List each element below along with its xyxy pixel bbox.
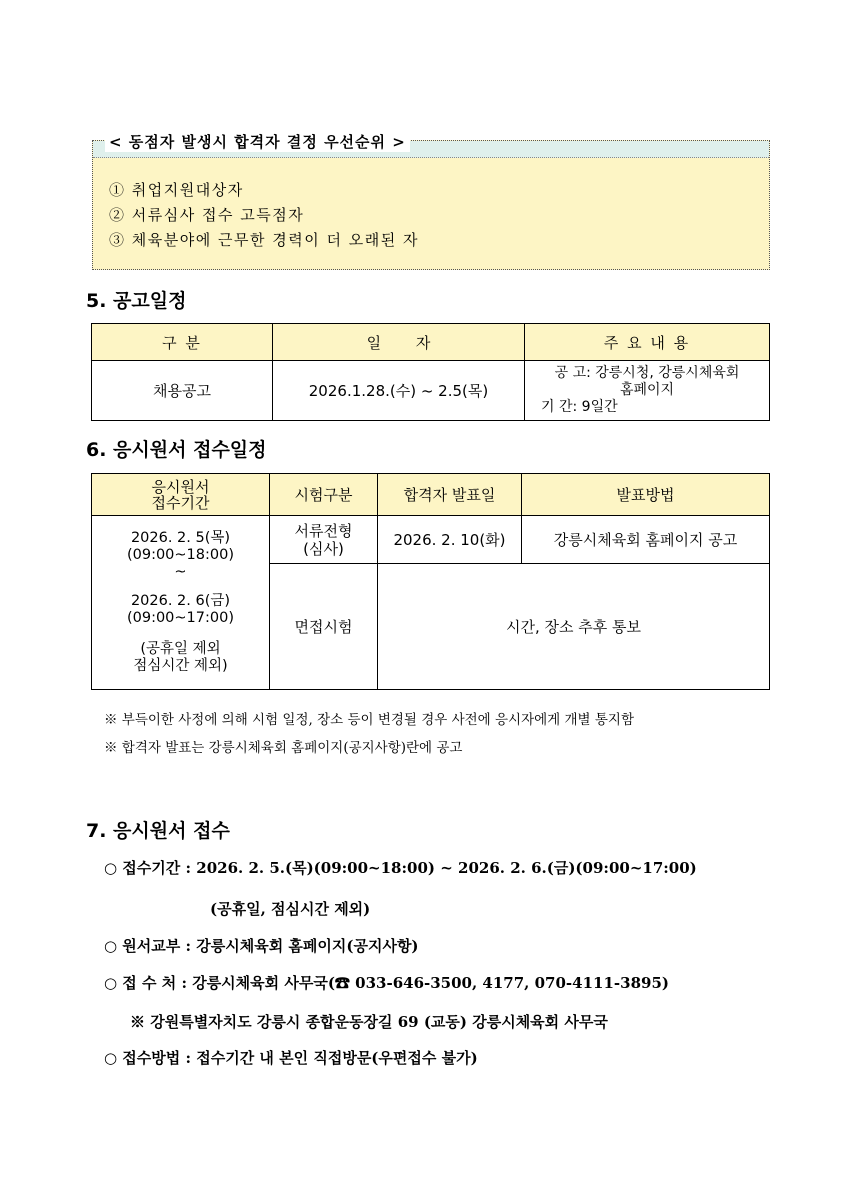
schedule-category-cell: 채용공고 [92, 361, 273, 421]
application-header-announce-date: 합격자 발표일 [378, 474, 522, 516]
period-tilde: ~ [174, 564, 187, 580]
priority-box [92, 133, 770, 270]
application-header-exam-type: 시험구분 [270, 474, 378, 516]
section-7-title: 7. 응시원서 접수 [86, 820, 230, 842]
period-start: 2026. 2. 5(목) [130, 530, 231, 546]
document-screening-type-line-2: (심사) [303, 539, 344, 558]
schedule-date-cell: 2026.1.28.(수) ~ 2.5(목) [273, 361, 525, 421]
application-period-line: ○ 접수기간 : 2026. 2. 5.(목)(09:00~18:00) ~ 2026. 2. 6.(금)(09:00~17:00) [104, 859, 697, 877]
interview-type-cell: 면접시험 [270, 564, 378, 690]
application-header-period [92, 474, 270, 516]
document-screening-date-cell: 2026. 2. 10(화) [378, 516, 522, 564]
section-5-title: 5. 공고일정 [86, 290, 187, 312]
document-screening-type-cell [270, 516, 378, 564]
schedule-table [91, 323, 770, 421]
application-schedule-table [91, 473, 770, 690]
document-screening-method-cell: 강릉시체육회 홈페이지 공고 [522, 516, 770, 564]
schedule-content-cell [525, 361, 770, 421]
priority-item-1: ① 취업지원대상자 [109, 181, 244, 199]
form-distribution-line: ○ 원서교부 : 강릉시체육회 홈페이지(공지사항) [104, 937, 419, 955]
period-start-time: (09:00~18:00) [126, 547, 235, 563]
period-exception-line-2: 점심시간 제외) [133, 658, 228, 674]
application-header-period-line-1: 응시원서 [151, 477, 210, 496]
schedule-header-category: 구 분 [92, 324, 273, 361]
schedule-header-date: 일 자 [273, 324, 525, 361]
application-header-method: 발표방법 [522, 474, 770, 516]
schedule-change-note: ※ 부득이한 사정에 의해 시험 일정, 장소 등이 변경될 경우 사전에 응시자에게 개별 통지함 [104, 712, 635, 728]
priority-box-title: < 동점자 발생시 합격자 결정 우선순위 > [105, 131, 410, 152]
office-address-line: ※ 강원특별자치도 강릉시 종합운동장길 69 (교동) 강릉시체육회 사무국 [130, 1013, 608, 1031]
section-6-title: 6. 응시원서 접수일정 [86, 439, 267, 461]
period-end: 2026. 2. 6(금) [130, 593, 231, 609]
application-period-cell [92, 516, 270, 690]
application-period-exception: (공휴일, 점심시간 제외) [210, 900, 371, 918]
priority-item-2: ② 서류심사 접수 고득점자 [109, 206, 305, 224]
application-office-line: ○ 접 수 처 : 강릉시체육회 사무국(☎ 033-646-3500, 4177, 070-4111-3895) [104, 974, 669, 992]
interview-notice-cell: 시간, 장소 추후 통보 [378, 564, 770, 690]
schedule-header-content: 주 요 내 용 [525, 324, 770, 361]
period-end-time: (09:00~17:00) [126, 610, 235, 626]
period-exception-line-1: (공휴일 제외 [140, 641, 221, 657]
announcement-note: ※ 합격자 발표는 강릉시체육회 홈페이지(공지사항)란에 공고 [104, 740, 463, 756]
priority-item-3: ③ 체육분야에 근무한 경력이 더 오래된 자 [109, 231, 419, 249]
schedule-content-line-1: 공 고: 강릉시청, 강릉시체육회 [554, 365, 740, 381]
document-screening-type-line-1: 서류전형 [294, 521, 353, 540]
application-header-period-line-2: 접수기간 [151, 493, 210, 512]
application-method-line: ○ 접수방법 : 접수기간 내 본인 직접방문(우편접수 불가) [104, 1049, 478, 1067]
schedule-content-line-2: 홈페이지 [619, 382, 675, 398]
schedule-content-line-3: 기 간: 9일간 [541, 399, 618, 415]
